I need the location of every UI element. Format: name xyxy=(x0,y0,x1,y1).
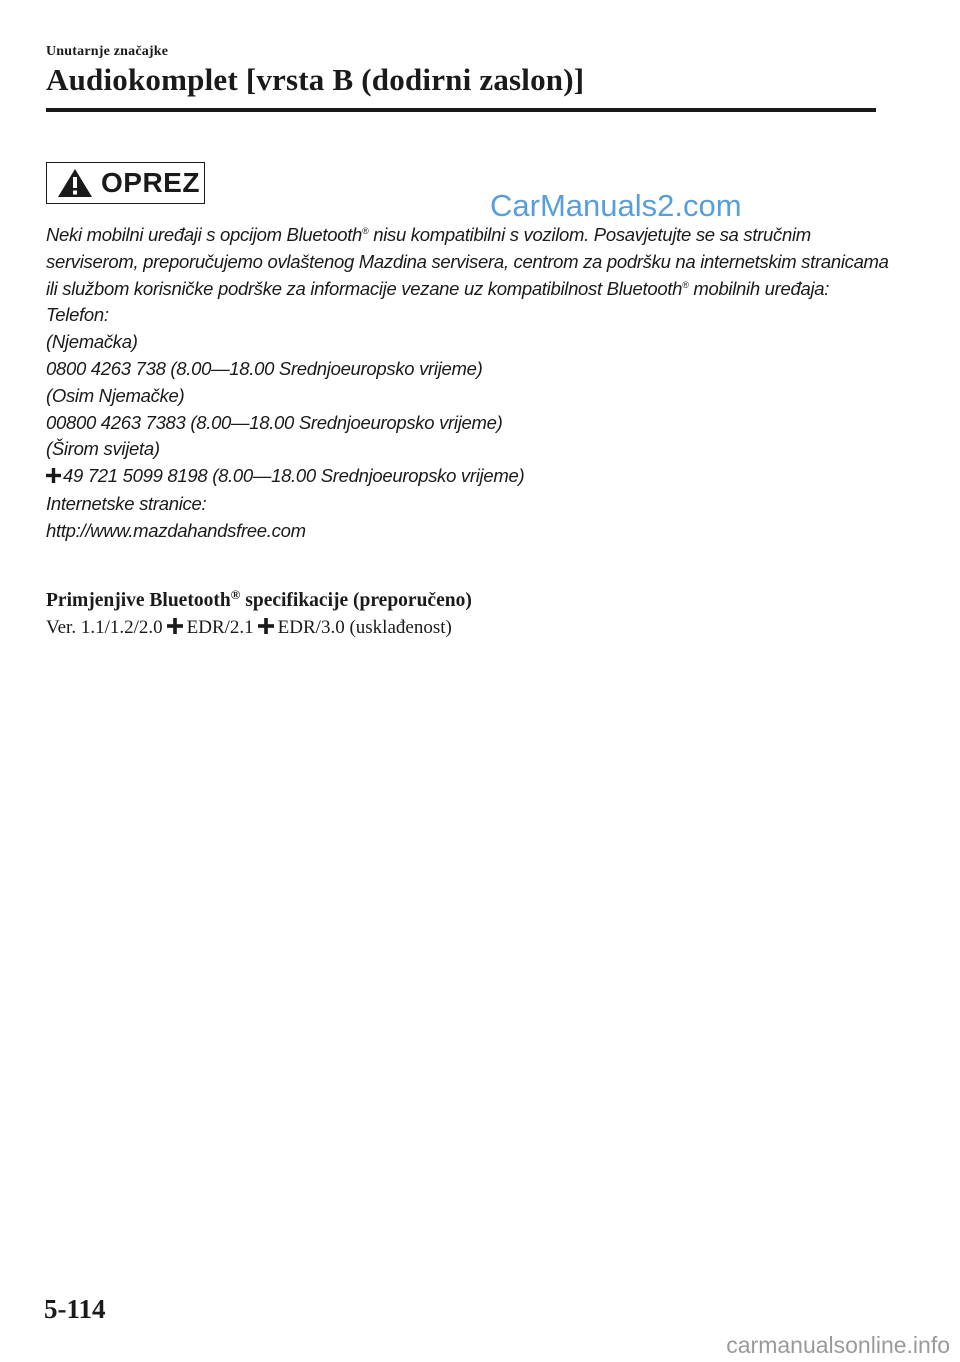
registered-mark: ® xyxy=(230,587,241,602)
warning-triangle-icon xyxy=(57,168,93,198)
website-label: Internetske stranice: xyxy=(46,492,207,514)
outside-germany-phone: 00800 4263 7383 (8.00—18.00 Srednjoeuropsko vrijeme) xyxy=(46,411,503,433)
section-label: Unutarnje značajke xyxy=(46,44,169,59)
caution-label: OPREZ xyxy=(101,167,200,198)
caution-intro-part: nisu kompatibilni s vozilom. Posavjetujte se sa stručnim serviserom, preporučujemo ovlaštenog Mazdina servisera, centrom za podršku na internetskim stranicama ili službom korisničke podrške za informacije vezane uz kompatibilnost Bluetooth xyxy=(46,224,889,299)
website-url: http://www.mazdahandsfree.com xyxy=(46,519,306,541)
watermark-bottom: carmanualsonline.info xyxy=(726,1332,950,1358)
spec-heading xyxy=(46,587,472,612)
watermark-top: CarManuals2.com xyxy=(490,188,742,223)
worldwide-label: (Širom svijeta) xyxy=(46,438,160,460)
spec-edr-3: EDR/3.0 (usklađenost) xyxy=(277,617,452,638)
registered-mark: ® xyxy=(362,226,369,236)
germany-label: (Njemačka) xyxy=(46,331,138,353)
plus-icon xyxy=(258,618,274,640)
spec-value xyxy=(46,617,452,640)
plus-icon xyxy=(167,618,183,640)
caution-intro-part: mobilnih uređaja: xyxy=(688,277,830,299)
plus-icon xyxy=(46,464,61,491)
spec-heading-part: specifikacije (preporučeno) xyxy=(240,590,472,611)
page-number: 5-114 xyxy=(44,1294,106,1324)
outside-germany-label: (Osim Njemačke) xyxy=(46,384,185,406)
caution-intro-part: Neki mobilni uređaji s opcijom Bluetooth xyxy=(46,224,363,245)
worldwide-phone: 49 721 5099 8198 (8.00—18.00 Srednjoeuropsko vrijeme) xyxy=(63,465,525,487)
worldwide-phone-line xyxy=(46,463,896,491)
spec-edr-2: EDR/2.1 xyxy=(186,617,254,638)
spec-version: Ver. 1.1/1.2/2.0 xyxy=(46,617,163,638)
phone-label: Telefon: xyxy=(46,304,109,326)
title-rule xyxy=(46,108,876,112)
caution-box xyxy=(46,162,205,204)
page-title: Audiokomplet [vrsta B (dodirni zaslon)] xyxy=(46,62,585,97)
spec-heading-part: Primjenjive Bluetooth xyxy=(46,590,231,611)
caution-intro xyxy=(46,222,896,302)
registered-mark: ® xyxy=(682,279,689,290)
caution-body xyxy=(46,222,896,545)
germany-phone: 0800 4263 738 (8.00—18.00 Srednjoeuropsko vrijeme) xyxy=(46,357,483,379)
